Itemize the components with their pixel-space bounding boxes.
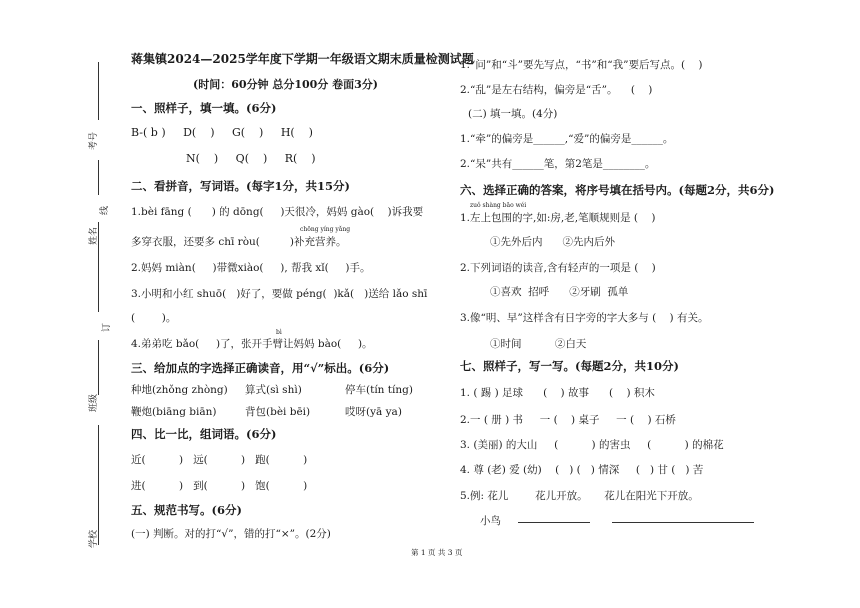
imitate-line-2: 2.一 ( 册 ) 书 一 ( ) 桌子 一 ( ) 石桥 bbox=[460, 414, 676, 426]
reading-choice-5: 背包(bèi bēi) bbox=[245, 406, 311, 418]
compare-row-2: 进( ) 到( ) 饱( ) bbox=[131, 480, 308, 492]
section-2-title: 二、看拼音，写词语。(每字1分，共15分) bbox=[131, 179, 350, 193]
reading-choice-1: 种地(zhǒng zhòng) bbox=[131, 384, 228, 396]
binding-line-top bbox=[98, 62, 99, 120]
section-2-line-2: 多穿衣服，还要多 chī ròu( )补充营养。 bbox=[131, 236, 347, 248]
imitate-line-4: 4. 尊 (老) 爱 (幼) ( ) ( ) 情深 ( ) 甘 ( ) 苦 bbox=[460, 464, 704, 476]
section-1-row-1: B-( b ) D( ) G( ) H( ) bbox=[131, 126, 313, 139]
cut-line-mark: 线 bbox=[100, 205, 110, 215]
school-label: 学校 bbox=[89, 529, 99, 548]
section-6-title: 六、选择正确的答案，将序号填在括号内。(每题2分，共6分) bbox=[460, 183, 775, 197]
judge-question-2: 2.“乱”是左右结构，偏旁是“舌”。 ( ) bbox=[460, 84, 653, 96]
section-7-title: 七、照样子，写一写。(每题2分，共10分) bbox=[460, 359, 679, 373]
imitate-line-5: 5.例: 花儿 花儿开放。 花儿在阳光下开放。 bbox=[460, 490, 699, 502]
binding-line-mid3 bbox=[98, 340, 99, 395]
answer-blank-2[interactable] bbox=[612, 522, 754, 523]
reading-choice-4: 鞭炮(biāng biān) bbox=[131, 406, 217, 418]
binding-line-mid1 bbox=[98, 160, 99, 195]
answer-blank-1[interactable] bbox=[518, 522, 590, 523]
choice-question-3-options: ①时间 ②白天 bbox=[490, 338, 587, 350]
imitate-line-1: 1. ( 踢 ) 足球 ( ) 故事 ( ) 积木 bbox=[460, 387, 655, 399]
fill-question-1: 1.“牵”的偏旁是______,“爱”的偏旁是______。 bbox=[460, 133, 674, 145]
section-2-hint-pinyin: chōng yíng yǎng bbox=[300, 226, 351, 233]
page-title: 蒋集镇2024—2025学年度下学期一年级语文期末质量检测试题 bbox=[131, 52, 474, 66]
section-1-title: 一、照样子，填一填。(6分) bbox=[131, 101, 277, 115]
section-5-sub-1: (一) 判断。对的打“√”，错的打“×”。(2分) bbox=[131, 528, 331, 540]
section-1-row-2: N( ) Q( ) R( ) bbox=[186, 152, 316, 165]
imitate-line-3: 3. (美丽) 的大山 ( ) 的害虫 ( ) 的棉花 bbox=[460, 439, 724, 451]
section-2-line-4: 3.小明和小红 shuō( )好了，要做 péng( )kǎ( )送给 lǎo shī bbox=[131, 288, 428, 300]
choice-question-1: 1.左上包围的字,如:房,老,笔顺规则是 ( ) bbox=[460, 212, 656, 224]
choice-question-1-options: ①先外后内 ②先内后外 bbox=[490, 236, 616, 248]
section-2-line-3: 2.妈妈 miàn( )带微xiào( ), 帮我 xǐ( )手。 bbox=[131, 262, 371, 274]
compare-row-1: 近( ) 远( ) 跑( ) bbox=[131, 454, 308, 466]
section-3-title: 三、给加点的字选择正确读音，用“√”标出。(6分) bbox=[131, 361, 390, 375]
section-6-hint-pinyin: zuǒ shàng bāo wéi bbox=[470, 202, 527, 209]
section-5-title: 五、规范书写。(6分) bbox=[131, 503, 242, 517]
choice-question-2: 2.下列词语的读音,含有轻声的一项是 ( ) bbox=[460, 262, 656, 274]
binding-mark: 订 bbox=[102, 322, 112, 332]
page-footer: 第 1 页 共 3 页 bbox=[411, 548, 463, 557]
name-label: 姓名 bbox=[89, 226, 99, 245]
page-subtitle: (时间：60分钟 总分100分 卷面3分) bbox=[193, 78, 378, 91]
section-2-line-5: ( )。 bbox=[131, 312, 177, 324]
section-4-title: 四、比一比，组词语。(6分) bbox=[131, 427, 277, 441]
binding-line-bottom bbox=[98, 425, 99, 545]
reading-choice-3: 停车(tín tíng) bbox=[345, 384, 413, 396]
section-2-line-1: 1.bèi fāng ( ) 的 dōng( )天很冷，妈妈 gào( )诉我要 bbox=[131, 206, 424, 218]
judge-question-1: 1.“问”和“斗”要先写点，“书”和“我”要后写点。( ) bbox=[460, 59, 703, 71]
section-5-sub-2: (二) 填一填。(4分) bbox=[468, 108, 558, 120]
section-2-hint-bi: bì bbox=[276, 329, 282, 336]
choice-question-2-options: ①喜欢 招呼 ②牙刷 孤单 bbox=[490, 286, 629, 298]
reading-choice-2: 算式(sì shì) bbox=[245, 384, 302, 396]
reading-choice-6: 哎呀(yā ya) bbox=[345, 406, 402, 418]
imitate-line-6-label: 小鸟 bbox=[480, 515, 501, 527]
fill-question-2: 2.“呆”共有______笔，第2笔是________。 bbox=[460, 158, 656, 170]
exam-number-label: 考号 bbox=[89, 131, 99, 150]
choice-question-3: 3.像“明、早”这样含有日字旁的字大多与 ( ) 有关。 bbox=[460, 312, 709, 324]
class-label: 班级 bbox=[89, 393, 99, 412]
section-2-line-6: 4.弟弟吃 bǎo( )了，张开手臂让妈妈 bào( )。 bbox=[131, 338, 373, 350]
